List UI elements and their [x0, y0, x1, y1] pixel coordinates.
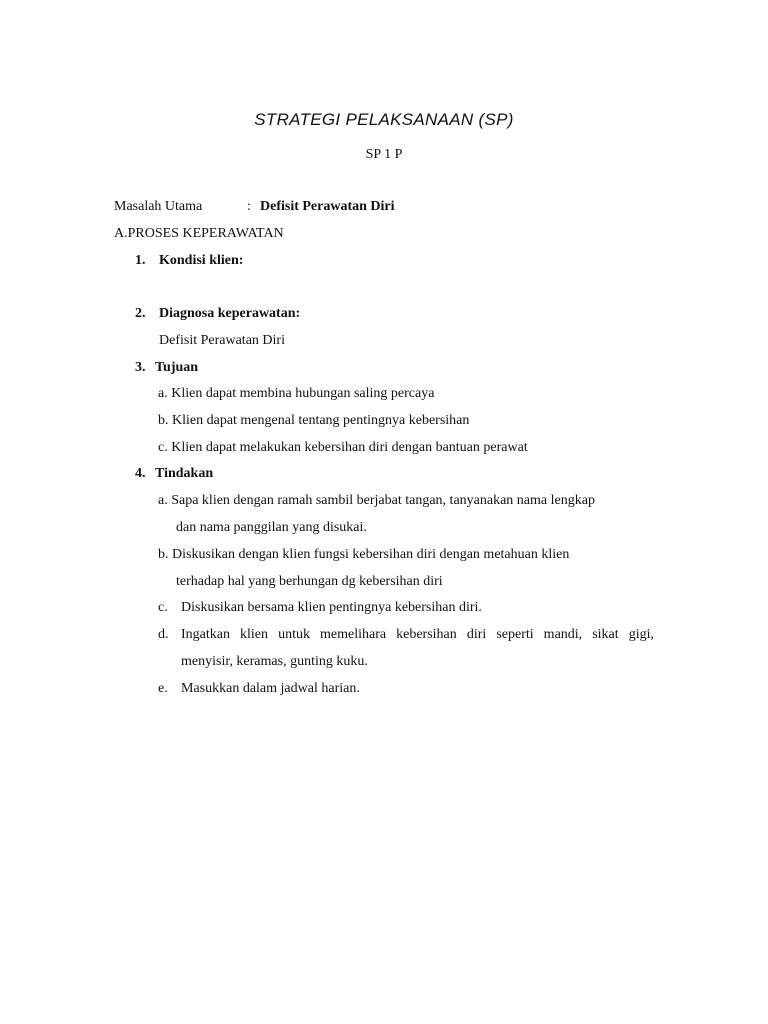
- masalah-utama-separator: :: [247, 199, 251, 214]
- tindakan-item-a-line-1: a. Sapa klien dengan ramah sambil berjabat tangan, tanyanakan nama lengkap: [158, 493, 595, 508]
- item-3-number: 3.: [135, 360, 146, 375]
- tindakan-item-e-marker: e.: [158, 681, 168, 696]
- document-subtitle: SP 1 P: [365, 147, 403, 162]
- masalah-utama-label: Masalah Utama: [114, 199, 203, 214]
- masalah-utama-value: Defisit Perawatan Diri: [260, 199, 395, 214]
- section-a-heading: A.PROSES KEPERAWATAN: [114, 226, 284, 241]
- item-4-number: 4.: [135, 466, 146, 481]
- item-2-body: Defisit Perawatan Diri: [159, 333, 285, 348]
- tindakan-item-b-line-2: terhadap hal yang berhungan dg kebersihan diri: [176, 574, 443, 589]
- document-title: STRATEGI PELAKSANAAN (SP): [254, 110, 514, 129]
- tindakan-item-c-marker: c.: [158, 600, 168, 615]
- item-1-title: Kondisi klien:: [159, 253, 244, 268]
- tujuan-item-a: a. Klien dapat membina hubungan saling percaya: [158, 386, 435, 401]
- tindakan-item-d-marker: d.: [158, 627, 169, 642]
- tindakan-item-b-line-1: b. Diskusikan dengan klien fungsi kebersihan diri dengan metahuan klien: [158, 547, 570, 562]
- tindakan-item-d-line-2: menyisir, keramas, gunting kuku.: [181, 654, 368, 669]
- item-2-title: Diagnosa keperawatan:: [159, 306, 301, 321]
- item-2-number: 2.: [135, 306, 146, 321]
- tindakan-item-a-line-2: dan nama panggilan yang disukai.: [176, 520, 367, 535]
- item-1-number: 1.: [135, 253, 146, 268]
- tujuan-item-c: c. Klien dapat melakukan kebersihan diri dengan bantuan perawat: [158, 440, 528, 455]
- tindakan-item-d-line-1: Ingatkan klien untuk memelihara kebersihan diri seperti mandi, sikat gigi,: [181, 627, 654, 642]
- tujuan-item-b: b. Klien dapat mengenal tentang pentingnya kebersihan: [158, 413, 470, 428]
- tindakan-item-c-text: Diskusikan bersama klien pentingnya kebersihan diri.: [181, 600, 482, 615]
- tindakan-item-e-text: Masukkan dalam jadwal harian.: [181, 681, 360, 696]
- item-4-title: Tindakan: [155, 466, 214, 481]
- item-3-title: Tujuan: [155, 360, 199, 375]
